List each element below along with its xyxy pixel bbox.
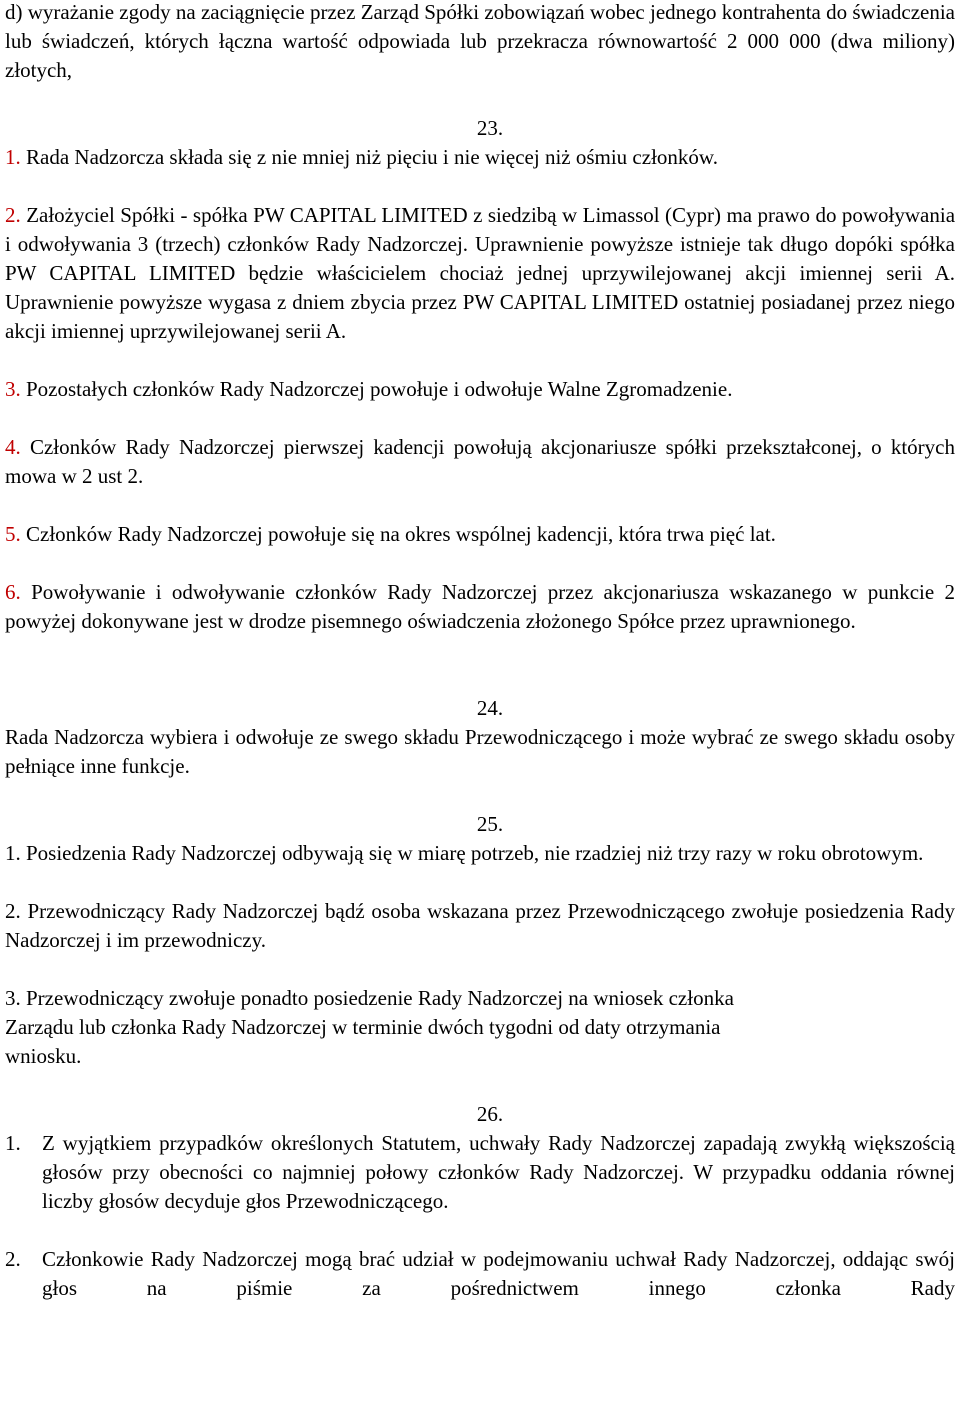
s23-item-6-text: Powoływanie i odwoływanie członków Rady Nadzorczej przez akcjonariusza wskazanego w punkcie 2 powyżej dokonywane jest w drodze pisemnego oświadczenia złożonego Spółce przez uprawnionego. <box>5 580 955 633</box>
section-26-heading: 26. <box>476 1102 504 1126</box>
section-25-heading: 25. <box>476 812 504 836</box>
s23-item-1 <box>5 143 955 172</box>
s25-item-1: 1. Posiedzenia Rady Nadzorczej odbywają się w miarę potrzeb, nie rzadziej niż trzy razy w roku obrotowym. <box>5 841 924 865</box>
s26-item-1 <box>5 1129 955 1216</box>
s23-item-1-text: Rada Nadzorcza składa się z nie mniej niż pięciu i nie więcej niż ośmiu członków. <box>26 145 718 169</box>
section-23-heading: 23. <box>476 116 504 140</box>
s23-item-6-number: 6. <box>5 580 32 604</box>
s23-item-5 <box>5 520 955 549</box>
s24-text: Rada Nadzorcza wybiera i odwołuje ze swego składu Przewodniczącego i może wybrać ze swego składu osoby pełniące inne funkcje. <box>5 725 955 778</box>
s25-item-3-line-2: Zarządu lub członka Rady Nadzorczej w terminie dwóch tygodni od daty otrzymania <box>5 1015 721 1039</box>
s26-item-1-text: Z wyjątkiem przypadków określonych Statutem, uchwały Rady Nadzorczej zapadają zwykłą większością głosów przy obecności co najmniej połowy członków Rady Nadzorczej. W przypadku oddania równej liczby głosów decyduje głos Przewodniczącego. <box>42 1131 955 1213</box>
s23-item-1-number: 1. <box>5 145 26 169</box>
s25-item-3 <box>5 984 955 1071</box>
s23-item-6 <box>5 578 955 636</box>
s23-item-4-number: 4. <box>5 435 30 459</box>
s23-item-2-number: 2. <box>5 203 27 227</box>
s26-item-1-number: 1. <box>5 1131 21 1155</box>
document-page <box>5 0 955 1303</box>
s23-item-2 <box>5 201 955 346</box>
s23-item-3 <box>5 375 955 404</box>
paragraph-d: d) wyrażanie zgody na zaciągnięcie przez Zarząd Spółki zobowiązań wobec jednego kontrahenta do świadczenia lub świadczeń, których łączna wartość odpowiada lub przekracza równowartość 2 000 000 (dwa miliony) złotych, <box>5 0 955 82</box>
s25-item-3-line-1: 3. Przewodniczący zwołuje ponadto posiedzenie Rady Nadzorczej na wniosek członka <box>5 986 734 1010</box>
s26-item-2 <box>5 1245 955 1303</box>
s23-item-5-number: 5. <box>5 522 26 546</box>
s23-item-3-text: Pozostałych członków Rady Nadzorczej powołuje i odwołuje Walne Zgromadzenie. <box>26 377 733 401</box>
section-24-heading: 24. <box>476 696 504 720</box>
s23-item-3-number: 3. <box>5 377 26 401</box>
s23-item-4-text: Członków Rady Nadzorczej pierwszej kadencji powołują akcjonariusze spółki przekształconej, o których mowa w 2 ust 2. <box>5 435 956 488</box>
s23-item-2-text: Założyciel Spółki - spółka PW CAPITAL LIMITED z siedzibą w Limassol (Cypr) ma prawo do powoływania i odwoływania 3 (trzech) członków Rady Nadzorczej. Uprawnienie powyższe istnieje tak długo dopóki spółka PW CAPITAL LIMITED będzie właścicielem chociaż jednej uprzywilejowanej akcji imiennej serii A. Uprawnienie powyższe wygasa z dniem zbycia przez PW CAPITAL LIMITED ostatniej posiadanej przez niego akcji imiennej uprzywilejowanej serii A. <box>5 203 956 343</box>
s23-item-4 <box>5 433 955 491</box>
s25-item-2: 2. Przewodniczący Rady Nadzorczej bądź osoba wskazana przez Przewodniczącego zwołuje posiedzenia Rady Nadzorczej i im przewodniczy. <box>5 899 955 952</box>
s23-item-5-text: Członków Rady Nadzorczej powołuje się na okres wspólnej kadencji, która trwa pięć lat. <box>26 522 776 546</box>
s26-item-2-number: 2. <box>5 1247 21 1271</box>
s26-item-2-text: Członkowie Rady Nadzorczej mogą brać udział w podejmowaniu uchwał Rady Nadzorczej, oddając swój głos na piśmie za pośrednictwem innego członka Rady <box>42 1247 955 1300</box>
s25-item-3-line-3: wniosku. <box>5 1044 82 1068</box>
